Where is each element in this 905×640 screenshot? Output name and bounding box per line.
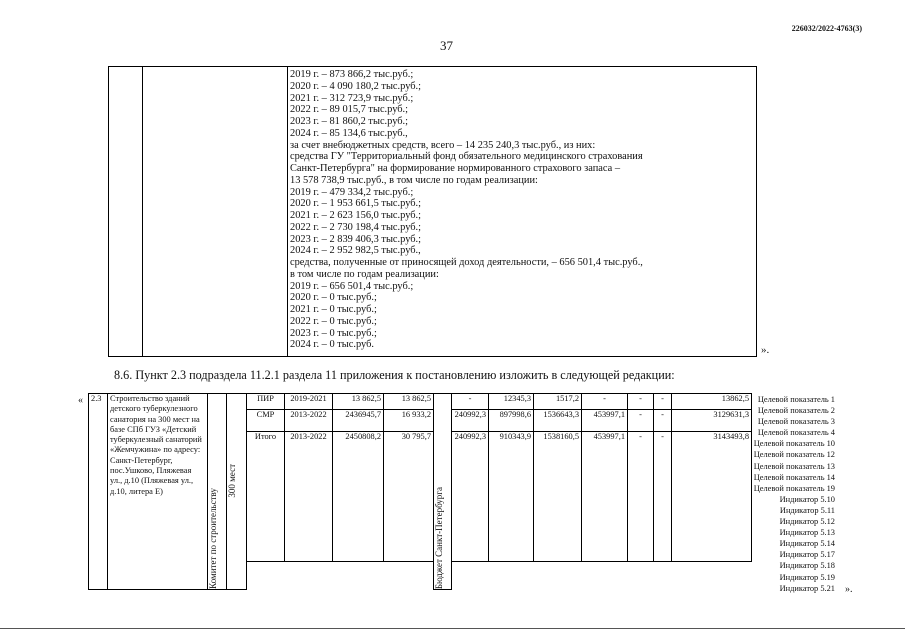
funding-line: 2024 г. – 0 тыс.руб. [290, 339, 374, 351]
funding-line: 2020 г. – 1 953 661,5 тыс.руб.; [290, 198, 422, 210]
indicator-item: Целевой показатель 4 [757, 428, 835, 438]
indicator-item: Целевой показатель 12 [753, 450, 835, 460]
object-table [88, 393, 752, 590]
total-value: 13 862,5 [333, 394, 384, 410]
closing-quote: ». [761, 344, 770, 356]
funding-line: 2023 г. – 0 тыс.руб.; [290, 327, 377, 339]
period: 2013-2022 [285, 410, 333, 432]
funding-line: 2022 г. – 89 015,7 тыс.руб.; [290, 104, 409, 116]
value-cell: 897998,6 [489, 410, 534, 432]
funding-lines [290, 69, 643, 351]
indicator-item: Индикатор 5.12 [779, 517, 835, 527]
item-number: 2.3 [89, 394, 108, 590]
source-cell [434, 394, 452, 590]
work-type: Итого [247, 432, 285, 562]
funding-line: 2023 г. – 81 860,2 тыс.руб.; [290, 116, 409, 127]
funding-line: 2024 г. – 2 952 982,5 тыс.руб., [290, 245, 421, 257]
indicator-item: Индикатор 5.14 [779, 539, 835, 549]
period: 2019-2021 [285, 394, 333, 410]
indicator-item: Индикатор 5.13 [779, 528, 835, 538]
indicator-item: Целевой показатель 13 [753, 461, 835, 471]
value-cell: - [654, 394, 672, 410]
funding-line: средства ГУ "Территориальный фонд обязательного медицинского страхования [290, 151, 643, 163]
value-cell: - [654, 410, 672, 432]
value-cell: 1517,2 [534, 394, 582, 410]
value-cell: - [582, 394, 628, 410]
value-cell: - [628, 432, 654, 562]
funding-line: 2023 г. – 2 839 406,3 тыс.руб.; [290, 233, 422, 245]
value-cell: 453997,1 [582, 432, 628, 562]
table-column-empty-2 [142, 67, 288, 356]
indicator-item: Целевой показатель 14 [753, 472, 835, 482]
table-column-empty-1 [109, 67, 143, 356]
funding-line: 2021 г. – 312 723,9 тыс.руб.; [290, 92, 414, 104]
funding-line: средства, полученные от приносящей доход деятельности, – 656 501,4 тыс.руб., [290, 257, 643, 268]
funding-line: 2020 г. – 4 090 180,2 тыс.руб.; [290, 80, 422, 92]
document-number: 226032/2022-4763(3) [791, 24, 862, 33]
indicator-item: Целевой показатель 19 [753, 483, 835, 493]
total-value: 2450808,2 [333, 432, 384, 562]
value-cell: - [654, 432, 672, 562]
value-cell: 16 933,2 [384, 410, 434, 432]
footer-divider [0, 628, 905, 629]
indicator-item: Целевой показатель 2 [757, 406, 835, 416]
value-cell: 3129631,3 [672, 410, 752, 432]
value-cell: 30 795,7 [384, 432, 434, 562]
funding-line: 2019 г. – 873 866,2 тыс.руб.; [290, 69, 414, 80]
value-cell: 240992,3 [452, 410, 489, 432]
indicator-item: Целевой показатель 1 [757, 395, 835, 404]
indicator-item: Целевой показатель 3 [757, 417, 835, 427]
executor-cell [208, 394, 227, 590]
funding-table-continuation [108, 66, 757, 357]
object-name: Строительство зданий детского туберкулезного санатория на 300 мест на базе СПб ГУЗ «Детский туберкулезный санаторий «Жемчужина» по адресу: Санкт-Петербург, пос.Ушково, Пляжевая ул., д.10 (Пляжевая ул., д.10, литера Е) [108, 394, 208, 590]
funding-line: 2020 г. – 0 тыс.руб.; [290, 292, 377, 304]
value-cell: 1536643,3 [534, 410, 582, 432]
blank-cell [452, 562, 752, 590]
work-type: ПИР [247, 394, 285, 410]
funding-line: 13 578 738,9 тыс.руб., в том числе по годам реализации: [290, 174, 538, 186]
closing-quote-table: ». [845, 584, 853, 595]
funding-line: 2022 г. – 0 тыс.руб.; [290, 315, 377, 327]
indicator-item: Индикатор 5.17 [779, 550, 835, 560]
funding-line: 2024 г. – 85 134,6 тыс.руб., [290, 127, 408, 139]
indicator-item: Индикатор 5.18 [779, 561, 835, 571]
indicator-item: Индикатор 5.10 [779, 494, 835, 504]
value-cell: - [628, 410, 654, 432]
value-cell: 240992,3 [452, 432, 489, 562]
funding-line: 2019 г. – 656 501,4 тыс.руб.; [290, 280, 414, 292]
indicator-item: Индикатор 5.19 [779, 572, 835, 582]
value-cell: 453997,1 [582, 410, 628, 432]
indicator-item: Индикатор 5.11 [779, 505, 835, 515]
funding-line: 2021 г. – 0 тыс.руб.; [290, 304, 377, 315]
period: 2013-2022 [285, 432, 333, 562]
value-cell: 12345,3 [489, 394, 534, 410]
indicator-list [735, 394, 835, 594]
value-cell: 13 862,5 [384, 394, 434, 410]
executor: Комитет по строительству [208, 488, 218, 589]
funding-line: Санкт-Петербурга" на формирование нормированного страхового запаса – [290, 163, 621, 174]
work-type: СМР [247, 410, 285, 432]
page-number: 37 [440, 38, 453, 53]
value-cell: 3143493,8 [672, 432, 752, 562]
section-heading: 8.6. Пункт 2.3 подраздела 11.2.1 раздела 11 приложения к постановлению изложить в следующей редакции: [114, 368, 675, 382]
value-cell: 13862,5 [672, 394, 752, 410]
total-value: 2436945,7 [333, 410, 384, 432]
blank-cell [247, 562, 434, 590]
funding-line: 2019 г. – 479 334,2 тыс.руб.; [290, 186, 414, 198]
capacity: 300 мест [227, 464, 237, 498]
value-cell: 910343,9 [489, 432, 534, 562]
value-cell: - [452, 394, 489, 410]
value-cell: - [628, 394, 654, 410]
indicator-item: Индикатор 5.21 [779, 583, 835, 593]
funding-line: в том числе по годам реализации: [290, 268, 439, 280]
value-cell: 1538160,5 [534, 432, 582, 562]
funding-line: 2022 г. – 2 730 198,4 тыс.руб.; [290, 221, 422, 233]
funding-source: Бюджет Санкт-Петербурга [434, 486, 444, 589]
funding-line: за счет внебюджетных средств, всего – 14 235 240,3 тыс.руб., из них: [290, 139, 596, 151]
capacity-cell [227, 394, 247, 590]
opening-quote: « [78, 395, 83, 406]
funding-line: 2021 г. – 2 623 156,0 тыс.руб.; [290, 210, 422, 221]
indicator-item: Целевой показатель 10 [753, 439, 835, 449]
